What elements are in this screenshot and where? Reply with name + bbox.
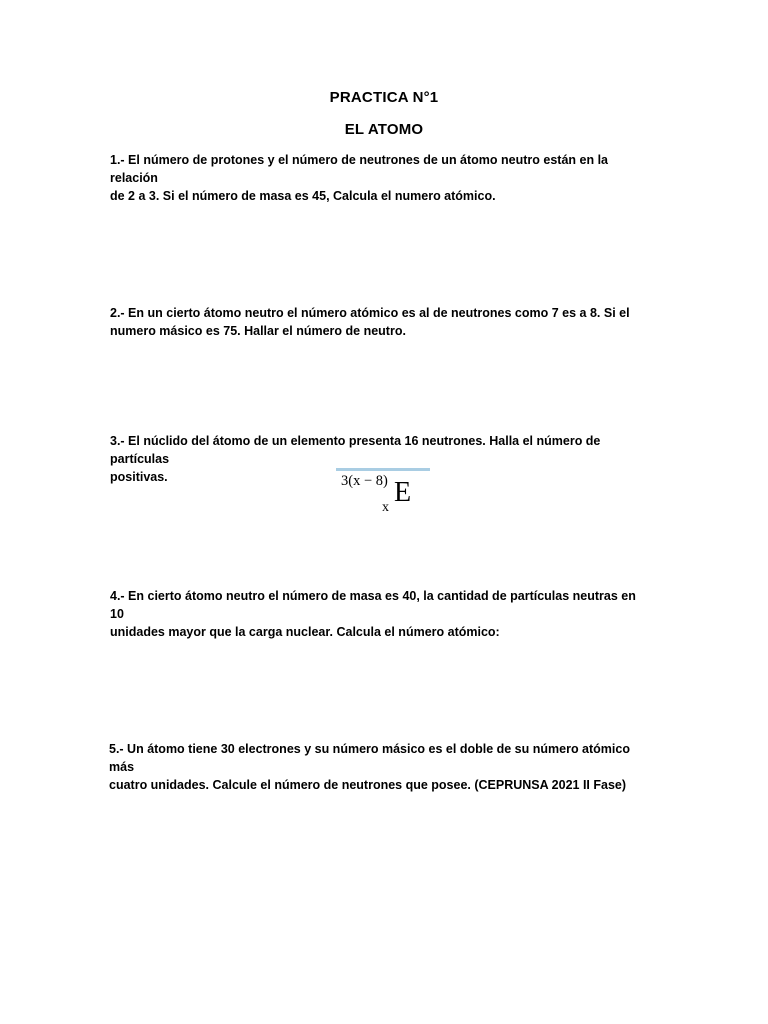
nuclide-notation bbox=[336, 468, 432, 520]
question-4-line-2: unidades mayor que la carga nuclear. Calcula el número atómico: bbox=[110, 625, 500, 639]
question-4 bbox=[110, 587, 650, 641]
nuclide-top-rule bbox=[336, 468, 430, 471]
question-3-line-1: 3.- El núclido del átomo de un elemento presenta 16 neutrones. Halla el número de partículas bbox=[110, 434, 601, 466]
question-4-line-1: 4.- En cierto átomo neutro el número de masa es 40, la cantidad de partículas neutras en 10 bbox=[110, 589, 636, 621]
nuclide-element-symbol: E bbox=[394, 477, 412, 508]
document-title: PRACTICA N°1 bbox=[329, 89, 439, 106]
question-2-line-1: 2.- En un cierto átomo neutro el número atómico es al de neutrones como 7 es a 8. Si el bbox=[110, 306, 630, 320]
question-2-line-2: numero másico es 75. Hallar el número de neutro. bbox=[110, 324, 406, 338]
question-1-line-2: de 2 a 3. Si el número de masa es 45, Calcula el numero atómico. bbox=[110, 189, 496, 203]
question-3-line-2: positivas. bbox=[110, 470, 168, 484]
question-5 bbox=[109, 740, 649, 794]
nuclide-mass-number: 3(x − 8) bbox=[341, 473, 388, 489]
document-subtitle: EL ATOMO bbox=[344, 121, 424, 138]
question-1-line-1: 1.- El número de protones y el número de neutrones de un átomo neutro están en la relación bbox=[110, 153, 608, 185]
question-1 bbox=[110, 151, 650, 205]
question-5-line-2: cuatro unidades. Calcule el número de neutrones que posee. (CEPRUNSA 2021 II Fase) bbox=[109, 778, 627, 792]
nuclide-atomic-number: x bbox=[382, 500, 389, 515]
question-5-line-1: 5.- Un átomo tiene 30 electrones y su número másico es el doble de su número atómico más bbox=[109, 742, 630, 774]
question-2 bbox=[110, 304, 650, 340]
